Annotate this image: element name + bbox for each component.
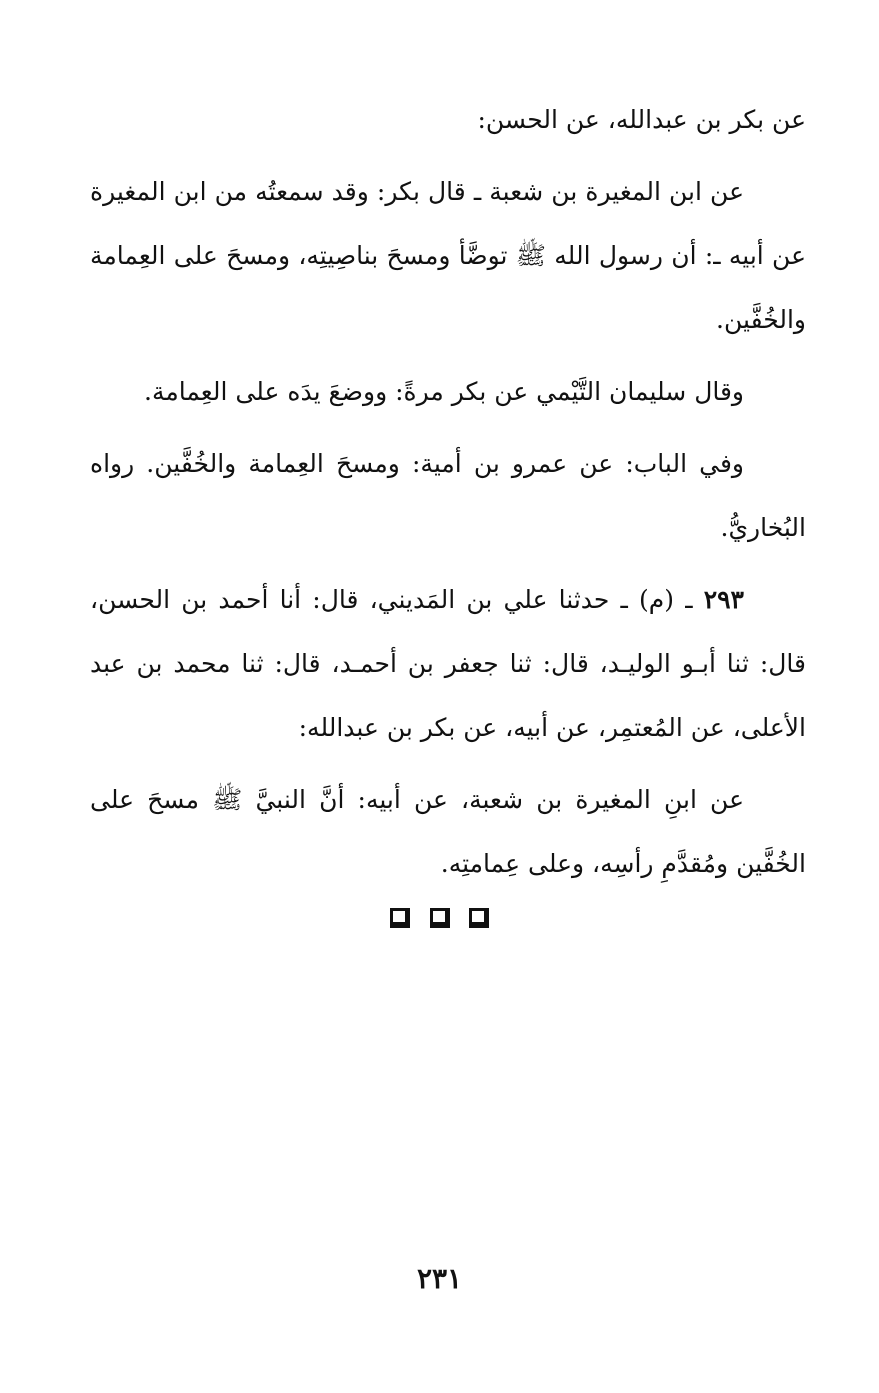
paragraph-hadith-293: [90, 568, 806, 760]
section-separator: [0, 908, 879, 932]
square-ornament-icon: [430, 908, 450, 928]
page-number: ٢٣١: [416, 1262, 463, 1295]
paragraph-isnad-start: عن بكر بن عبدالله، عن الحسن:: [477, 105, 806, 134]
paragraph-bab-note: وفي الباب: عن عمرو بن أمية: ومسحَ العِمامة والخُفَّين. رواه البُخاريُّ.: [90, 449, 806, 542]
square-ornament-icon: [390, 908, 410, 928]
hadith-number: ٢٩٣: [703, 585, 744, 614]
page-body: [90, 88, 806, 904]
square-ornament-icon: [469, 908, 489, 928]
paragraph-sulayman-note: وقال سليمان التَّيْمي عن بكر مرةً: ووضعَ يدَه على العِمامة.: [144, 377, 744, 406]
paragraph-mughira-narration: عن ابن المغيرة بن شعبة ـ قال بكر: وقد سمعتُه من ابن المغيرة عن أبيه ـ: أن رسول الله ﷺ توضَّأ ومسحَ بناصِيتِه، ومسحَ على العِمامة والخُفَّين.: [90, 177, 806, 334]
paragraph-hadith-matn: عن ابنِ المغيرة بن شعبة، عن أبيه: أنَّ النبيَّ ﷺ مسحَ على الخُفَّين ومُقدَّمِ رأسِه، وعلى عِمامتِه.: [90, 785, 806, 878]
hadith-isnad: ـ (م) ـ حدثنا علي بن المَديني، قال: أنا أحمد بن الحسن، قال: ثنا أبـو الوليـد، قال: ثنا جعفر بن أحمـد، قال: ثنا محمد بن عبد الأعلى، عن المُعتمِر، عن أبيه، عن بكر بن عبدالله:: [90, 585, 806, 742]
